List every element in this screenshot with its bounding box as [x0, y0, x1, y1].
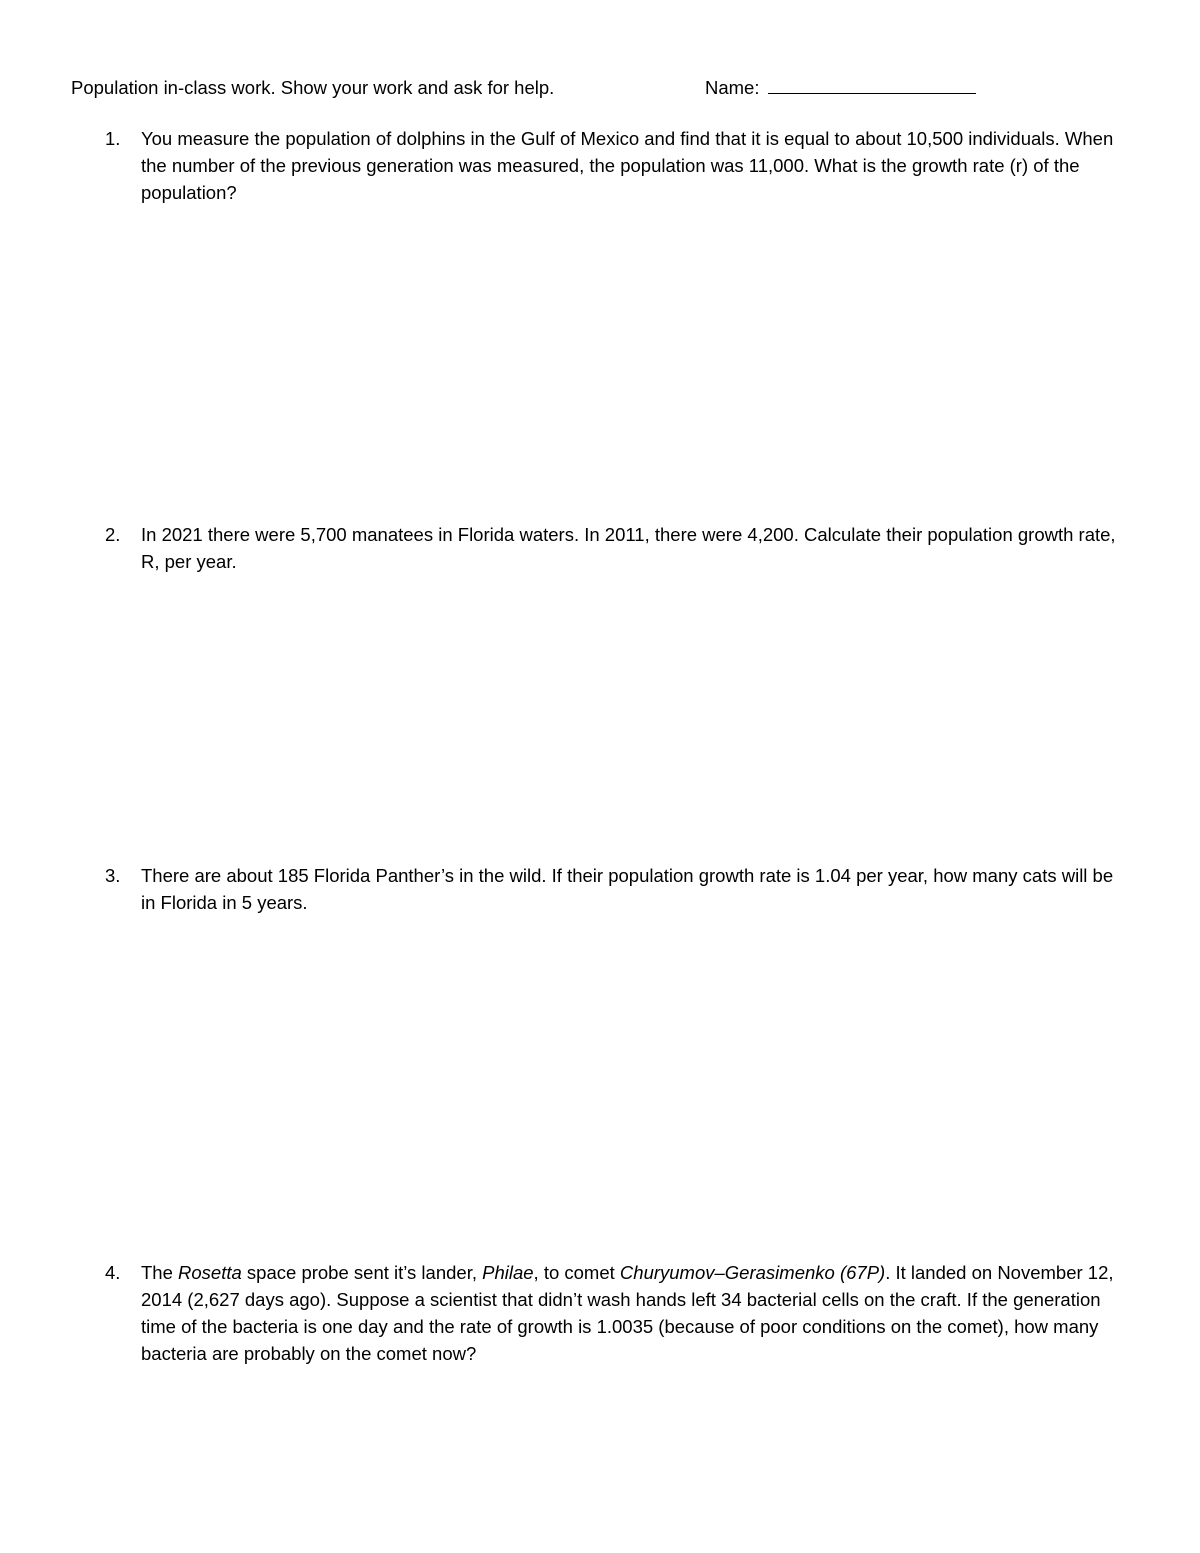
question-number: 2.	[105, 524, 121, 545]
question-4	[105, 1259, 1130, 1367]
question-text-part: The	[141, 1262, 179, 1283]
probe-name: Rosetta	[178, 1262, 242, 1283]
comet-name: Churyumov–Gerasimenko (67P)	[619, 1262, 886, 1283]
question-text-part: space probe sent it’s lander,	[241, 1262, 483, 1283]
question-number: 3.	[105, 865, 121, 886]
name-field	[705, 74, 976, 101]
name-blank-line	[768, 74, 976, 94]
question-text: There are about 185 Florida Panther’s in the wild. If their population growth rate is 1.04 per year, how many cats will be in Florida in 5 years.	[141, 865, 1114, 913]
question-number: 4.	[105, 1262, 121, 1283]
question-text-part: . It landed on November 12, 2014 (2,627 days ago). Suppose a scientist that didn’t wash hands left 34 bacterial cells on the craft. If the generation time of the bacteria is one day and the rate of growth is 1.0035 (because of poor conditions on the comet), how many bacteria are probably on the comet now?	[141, 1262, 1114, 1364]
question-1	[105, 125, 1130, 206]
question-3	[105, 862, 1130, 916]
worksheet-header	[71, 74, 1131, 101]
question-text	[141, 1259, 1130, 1367]
question-text: You measure the population of dolphins in the Gulf of Mexico and find that it is equal to about 10,500 individuals. When the number of the previous generation was measured, the population was 11,000. What is the growth rate (r) of the population?	[141, 128, 1114, 203]
lander-name: Philae	[482, 1262, 534, 1283]
question-number: 1.	[105, 128, 121, 149]
name-label: Name:	[705, 77, 760, 98]
worksheet-title: Population in-class work. Show your work and ask for help.	[71, 77, 555, 98]
question-text: In 2021 there were 5,700 manatees in Florida waters. In 2011, there were 4,200. Calculate their population growth rate, R, per year.	[141, 524, 1116, 572]
question-text-part: , to comet	[533, 1262, 620, 1283]
question-2	[105, 521, 1130, 575]
